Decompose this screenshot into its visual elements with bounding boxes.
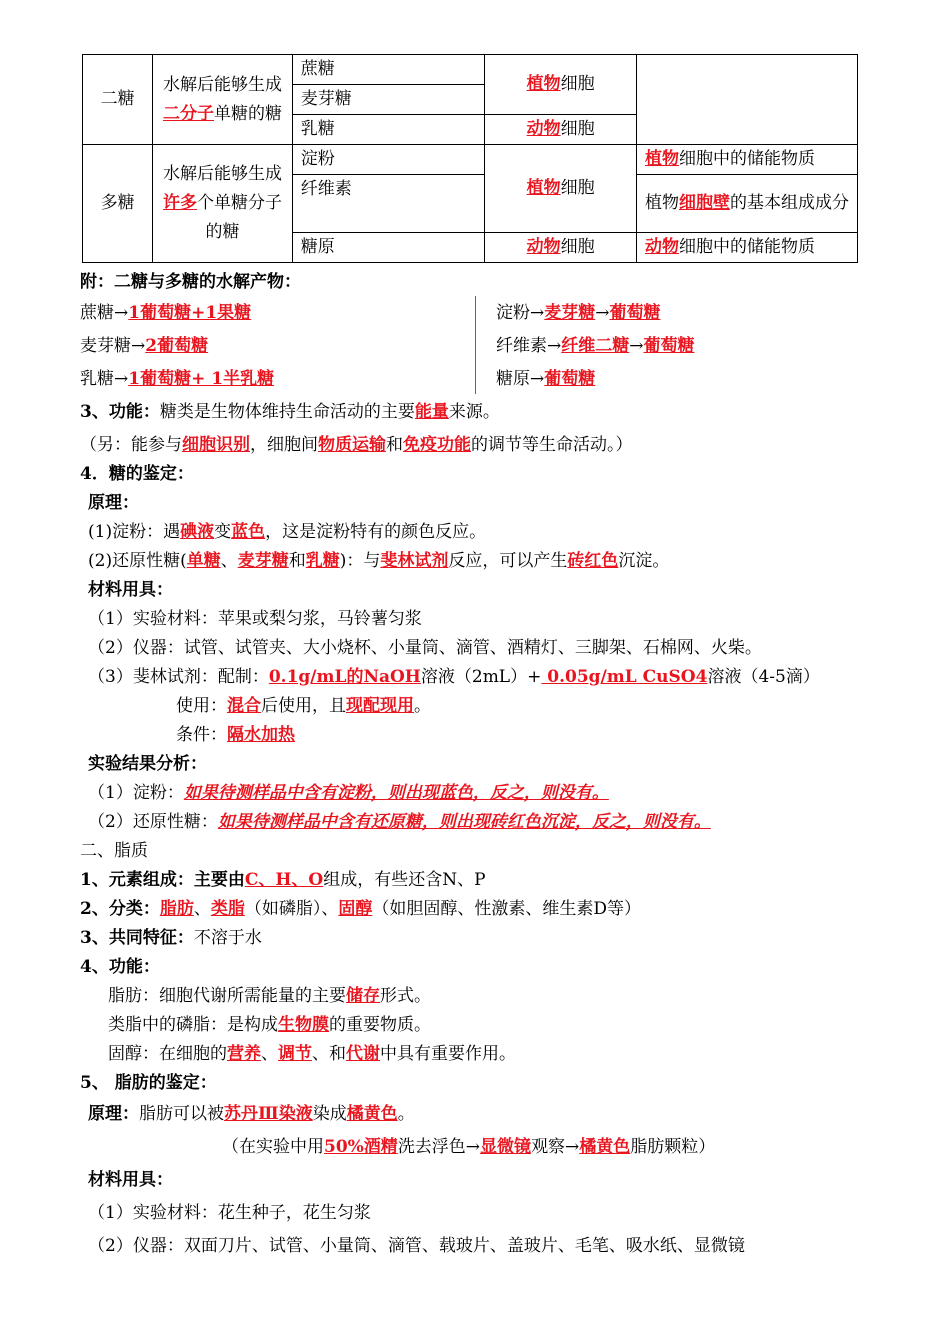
cell-loc-plant-poly: 植物细胞 [485, 145, 637, 233]
cell-func-starch: 植物细胞中的储能物质 [636, 145, 857, 175]
fehling-prep: （3）斐林试剂：配制：0.1g/mL的NaOH溶液（2mL）+ 0.05g/mL CuSO4溶液（4-5滴） [88, 667, 820, 687]
hyd-right-0: 淀粉→麦芽糖→葡萄糖 [496, 303, 661, 323]
sugar-function-note: （另：能参与细胞识别，细胞间物质运输和免疫功能的调节等生命活动。） [80, 435, 633, 455]
principle-heading: 原理： [88, 493, 139, 513]
lipid-function-heading: 4、功能： [80, 957, 160, 977]
lipid-classes: 2、分类：脂肪、类脂（如磷脂）、固醇（如胆固醇、性激素、维生素D等） [80, 899, 641, 919]
sugar-function: 3、功能：糖类是生物体维持生命活动的主要能量来源。 [80, 402, 500, 422]
hyd-left-0: 蔗糖→1葡萄糖+1果糖 [80, 303, 252, 323]
lipid-function-sterol: 固醇：在细胞的营养、调节、和代谢中具有重要作用。 [108, 1044, 516, 1064]
lipid-function-fat: 脂肪：细胞代谢所需能量的主要储存形式。 [108, 986, 431, 1006]
column-divider [475, 296, 476, 394]
fat-materials-heading: 材料用具： [88, 1170, 173, 1190]
cell-func-glycogen: 动物细胞中的储能物质 [636, 233, 857, 263]
cell-loc-animal-poly: 动物细胞 [485, 233, 637, 263]
cell-starch: 淀粉 [292, 145, 484, 175]
hydrolysis-title: 附：二糖与多糖的水解产物： [80, 272, 301, 292]
fat-materials-1: （1）实验材料：花生种子，花生匀浆 [88, 1203, 371, 1223]
cell-type-poly: 多糖 [83, 145, 153, 263]
lipid-elements: 1、元素组成：主要由C、H、O组成，有些还含N、P [80, 870, 486, 890]
materials-heading: 材料用具： [88, 580, 173, 600]
cell-desc-di: 水解后能够生成二分子单糖的糖 [153, 55, 293, 145]
results-reducing: （2）还原性糖：如果待测样品中含有还原糖，则出现砖红色沉淀，反之，则没有。 [88, 812, 711, 832]
cell-type-di: 二糖 [83, 55, 153, 145]
cell-func-cellulose: 植物细胞壁的基本组成成分 [636, 175, 857, 233]
results-heading: 实验结果分析： [88, 754, 207, 774]
sugar-table [82, 54, 858, 263]
cell-cellulose: 纤维素 [292, 175, 484, 233]
cell-maltose: 麦芽糖 [292, 85, 484, 115]
hyd-left-2: 乳糖→1葡萄糖+ 1半乳糖 [80, 369, 275, 389]
hyd-left-1: 麦芽糖→2葡萄糖 [80, 336, 209, 356]
hyd-right-1: 纤维素→纤维二糖→葡萄糖 [496, 336, 695, 356]
materials-2: （2）仪器：试管、试管夹、大小烧杯、小量筒、滴管、酒精灯、三脚架、石棉网、火柴。 [88, 638, 762, 658]
cell-loc-plant-di: 植物细胞 [485, 55, 637, 115]
cell-glycogen: 糖原 [292, 233, 484, 263]
fat-materials-2: （2）仪器：双面刀片、试管、小量筒、滴管、载玻片、盖玻片、毛笔、吸水纸、显微镜 [88, 1236, 745, 1256]
materials-1: （1）实验材料：苹果或梨匀浆，马铃薯匀浆 [88, 609, 422, 629]
principle-starch: (1)淀粉：遇碘液变蓝色，这是淀粉特有的颜色反应。 [88, 522, 487, 542]
lipid-heading: 二、脂质 [80, 841, 148, 861]
sugar-id-heading: 4．糖的鉴定： [80, 464, 194, 484]
cell-desc-poly: 水解后能够生成许多个单糖分子的糖 [153, 145, 293, 263]
lipid-common: 3、共同特征：不溶于水 [80, 928, 262, 948]
fat-principle: 原理：脂肪可以被苏丹Ⅲ染液染成橘黄色。 [88, 1104, 415, 1124]
fat-id-heading: 5、 脂肪的鉴定： [80, 1073, 217, 1093]
cell-lactose: 乳糖 [292, 115, 484, 145]
cell-func-di [636, 55, 857, 145]
fehling-use: 使用：混合后使用，且现配现用。 [176, 696, 431, 716]
cell-loc-animal-di: 动物细胞 [485, 115, 637, 145]
principle-reducing-sugar: (2)还原性糖(单糖、麦芽糖和乳糖)：与斐林试剂反应，可以产生砖红色沉淀。 [88, 551, 670, 571]
lipid-function-phospholipid: 类脂中的磷脂：是构成生物膜的重要物质。 [108, 1015, 431, 1035]
results-starch: （1）淀粉：如果待测样品中含有淀粉，则出现蓝色，反之，则没有。 [88, 783, 609, 803]
fehling-condition: 条件：隔水加热 [176, 725, 295, 745]
cell-sucrose: 蔗糖 [292, 55, 484, 85]
hyd-right-2: 糖原→葡萄糖 [496, 369, 596, 389]
fat-procedure-note: （在实验中用50%酒精洗去浮色→显微镜观察→橘黄色脂肪颗粒） [222, 1137, 716, 1157]
